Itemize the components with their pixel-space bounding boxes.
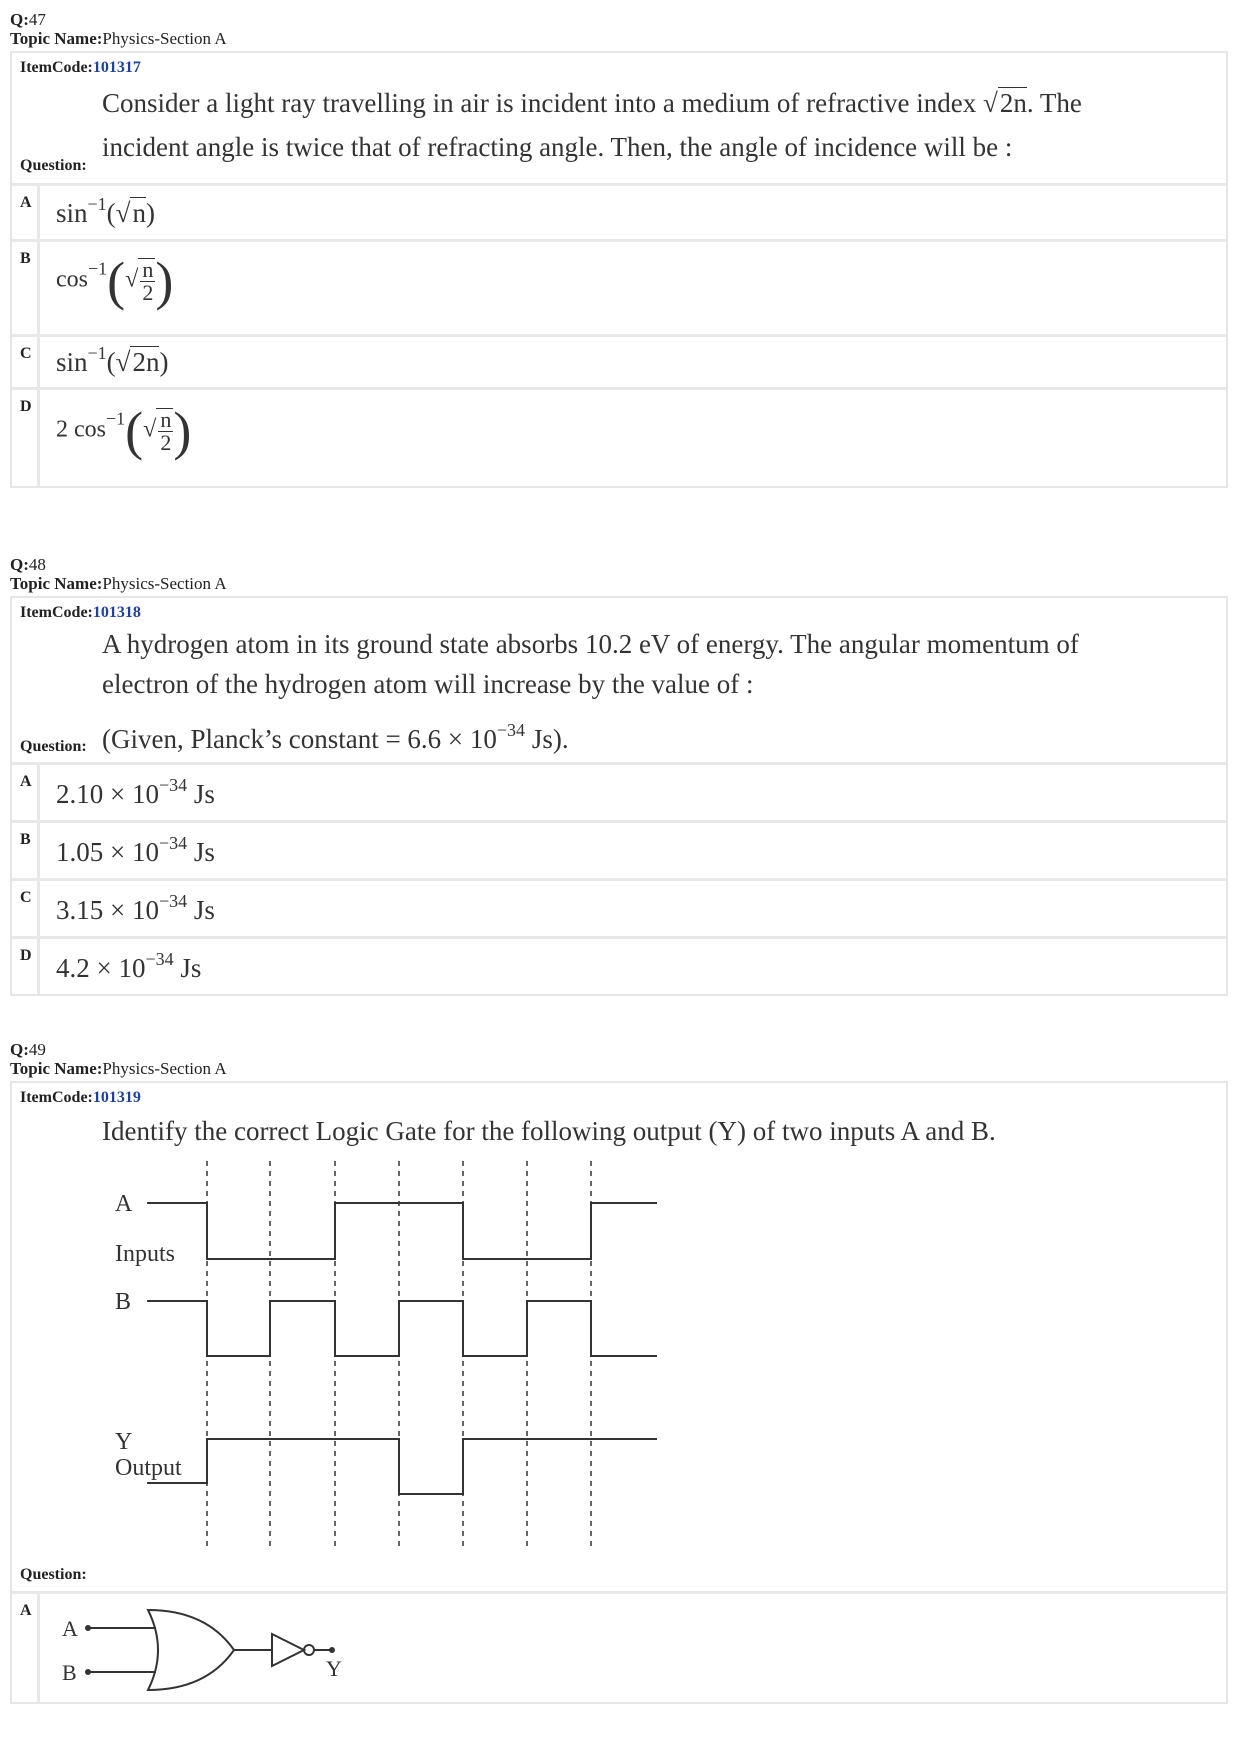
option-letter: D: [12, 939, 40, 994]
question-number: Q:47: [10, 10, 46, 29]
option-d[interactable]: [12, 390, 1226, 486]
option-c[interactable]: [12, 337, 1226, 390]
gate-input-b: B: [62, 1660, 77, 1685]
option-letter: A: [12, 1594, 40, 1702]
option-value: $\cos^{-1}(√$ $\frac{n}{2}$ ): [56, 251, 174, 311]
label-b: B: [115, 1289, 132, 1315]
option-value: 2 $\cos^{-1}(√$ $\frac{n}{2}$ ): [56, 401, 192, 461]
topic-name: Topic Name:Physics-Section A: [10, 29, 227, 48]
question-label: Question:: [20, 1566, 87, 1583]
question-label: Question:: [20, 738, 87, 755]
item-code: ItemCode:101317: [20, 59, 141, 76]
option-a[interactable]: [12, 765, 1226, 823]
question-stem: [12, 1109, 1226, 1594]
option-value: $3.15 \times 10^{-34}$ Js: [56, 891, 215, 925]
question-48: [10, 555, 1228, 996]
stem-text: A hydrogen atom in its ground state absorbs 10.2 eV of energy. The angular momentum of electron of the hydrogen atom will increase by the value of : (Given, Planck’s constant = $6.6 \times 10^{-34}$ Js).: [102, 629, 1079, 754]
option-letter: C: [12, 337, 40, 387]
option-letter: A: [12, 186, 40, 239]
option-b[interactable]: [12, 823, 1226, 881]
question-number: Q:49: [10, 1040, 46, 1059]
topic-name: Topic Name:Physics-Section A: [10, 574, 227, 593]
option-letter: B: [12, 242, 40, 334]
option-letter: C: [12, 881, 40, 936]
gate-output-y: Y: [326, 1656, 342, 1681]
question-label: Question:: [20, 157, 87, 174]
stem-text: Identify the correct Logic Gate for the following output (Y) of two inputs A and B.: [102, 1116, 996, 1146]
timing-diagram: [97, 1161, 687, 1551]
option-value: $\sin^{-1}(√n)$: [56, 194, 155, 228]
waveform-b: [147, 1301, 657, 1356]
label-a: A: [115, 1191, 133, 1217]
option-a[interactable]: [12, 1594, 1226, 1702]
option-d[interactable]: [12, 939, 1226, 994]
option-letter: D: [12, 390, 40, 486]
question-49: [10, 1040, 1228, 1704]
question-box: [10, 596, 1228, 996]
waveform-y: [147, 1439, 657, 1494]
stem-text: Consider a light ray travelling in air is incident into a medium of refractive index √2n. The incident angle is twice that of refracting angle. Then, the angle of incidence will be :: [102, 88, 1082, 162]
question-47: [10, 10, 1228, 488]
question-stem: [12, 79, 1226, 186]
nor-gate-icon: [56, 1598, 376, 1698]
label-output: Output: [115, 1455, 182, 1481]
question-box: [10, 1081, 1228, 1704]
item-code: ItemCode:101318: [20, 604, 141, 621]
question-stem: [12, 624, 1226, 765]
option-value: $2.10 \times 10^{-34}$ Js: [56, 775, 215, 809]
label-inputs: Inputs: [115, 1241, 175, 1267]
option-b[interactable]: [12, 242, 1226, 337]
option-letter: B: [12, 823, 40, 878]
option-value: $4.2 \times 10^{-34}$ Js: [56, 949, 202, 983]
option-value: $1.05 \times 10^{-34}$ Js: [56, 833, 215, 867]
gate-input-a: A: [62, 1616, 78, 1641]
waveform-a: [147, 1203, 657, 1259]
option-value: $\sin^{-1}(√2n)$: [56, 343, 169, 377]
option-letter: A: [12, 765, 40, 820]
option-c[interactable]: [12, 881, 1226, 939]
topic-name: Topic Name:Physics-Section A: [10, 1059, 227, 1078]
item-code: ItemCode:101319: [20, 1089, 141, 1106]
option-a[interactable]: [12, 186, 1226, 242]
question-number: Q:48: [10, 555, 46, 574]
question-box: [10, 51, 1228, 488]
label-y: Y: [115, 1429, 133, 1455]
